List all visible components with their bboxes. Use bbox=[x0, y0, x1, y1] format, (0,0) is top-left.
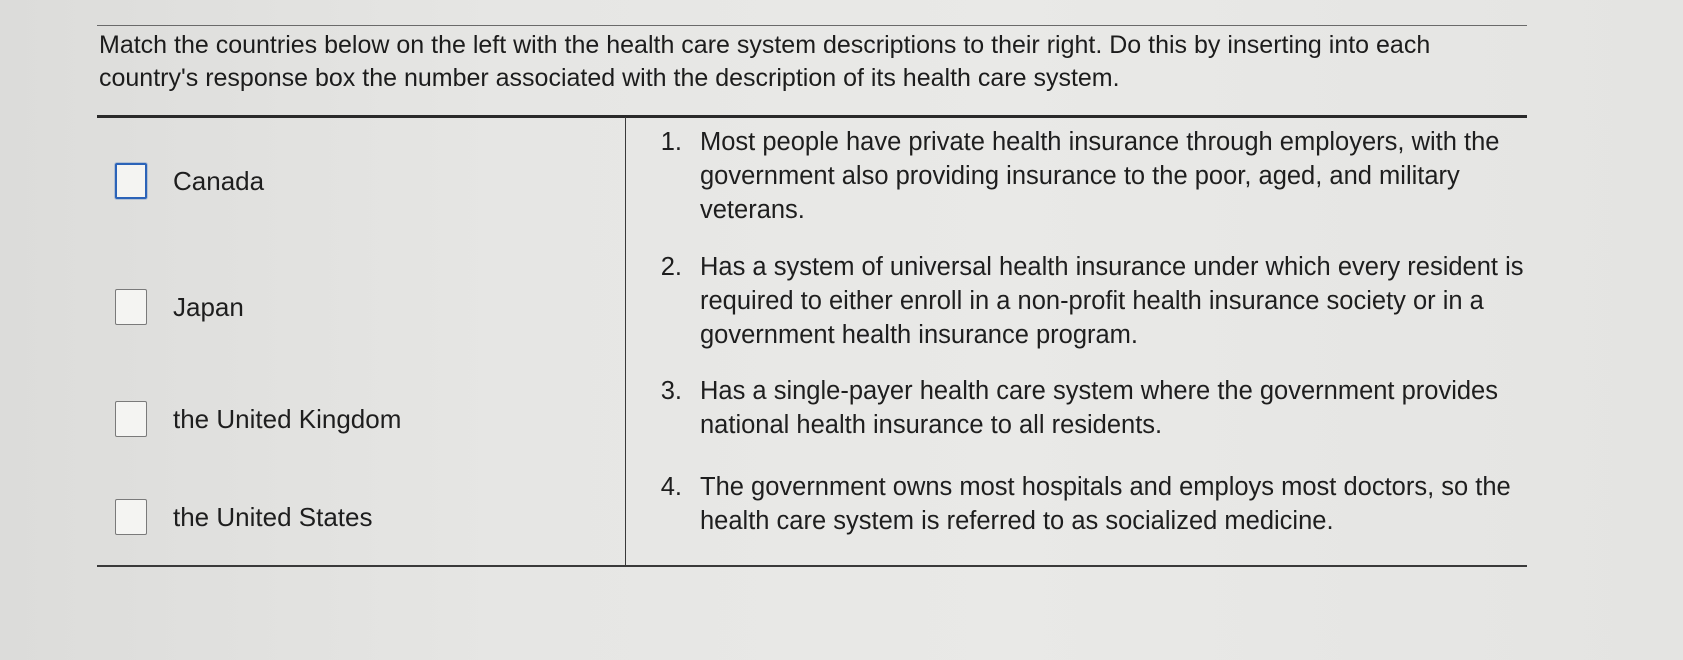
description-item bbox=[640, 125, 1525, 227]
response-box-united-kingdom[interactable] bbox=[115, 401, 147, 437]
top-rule bbox=[97, 25, 1527, 26]
question-instructions: Match the countries below on the left with the health care system descriptions to their right. Do this by inserting into each country's response box the number associated with the description of its health care system. bbox=[99, 31, 1431, 92]
response-box-japan[interactable] bbox=[115, 289, 147, 325]
country-label-united-kingdom: the United Kingdom bbox=[173, 403, 402, 434]
description-text: The government owns most hospitals and employs most doctors, so the health care system is referred to as socialized medicine. bbox=[700, 473, 1511, 535]
country-label-canada: Canada bbox=[173, 165, 265, 196]
country-label-japan: Japan bbox=[173, 291, 244, 322]
country-label-united-states: the United States bbox=[173, 501, 373, 532]
description-item bbox=[640, 470, 1525, 538]
country-row-japan bbox=[115, 286, 244, 328]
response-box-canada[interactable] bbox=[115, 163, 147, 199]
country-row-united-kingdom bbox=[115, 398, 401, 440]
response-box-united-states[interactable] bbox=[115, 499, 147, 535]
description-text: Has a system of universal health insurance under which every resident is required to either enroll in a non-profit health insurance society or in a government health insurance program. bbox=[700, 253, 1524, 349]
country-row-canada bbox=[115, 160, 264, 202]
description-item bbox=[640, 250, 1525, 352]
country-row-united-states bbox=[115, 496, 372, 538]
description-item bbox=[640, 374, 1525, 442]
description-number: 1. bbox=[660, 128, 682, 156]
table-top-rule bbox=[97, 115, 1527, 118]
description-number: 2. bbox=[660, 253, 682, 281]
description-text: Most people have private health insurance through employers, with the government also providing insurance to the poor, aged, and military veterans. bbox=[700, 128, 1500, 224]
table-bottom-rule bbox=[97, 565, 1527, 567]
description-number: 4. bbox=[660, 473, 682, 501]
description-number: 3. bbox=[660, 377, 682, 405]
column-divider bbox=[625, 117, 626, 565]
description-text: Has a single-payer health care system where the government provides national health insurance to all residents. bbox=[700, 377, 1498, 439]
